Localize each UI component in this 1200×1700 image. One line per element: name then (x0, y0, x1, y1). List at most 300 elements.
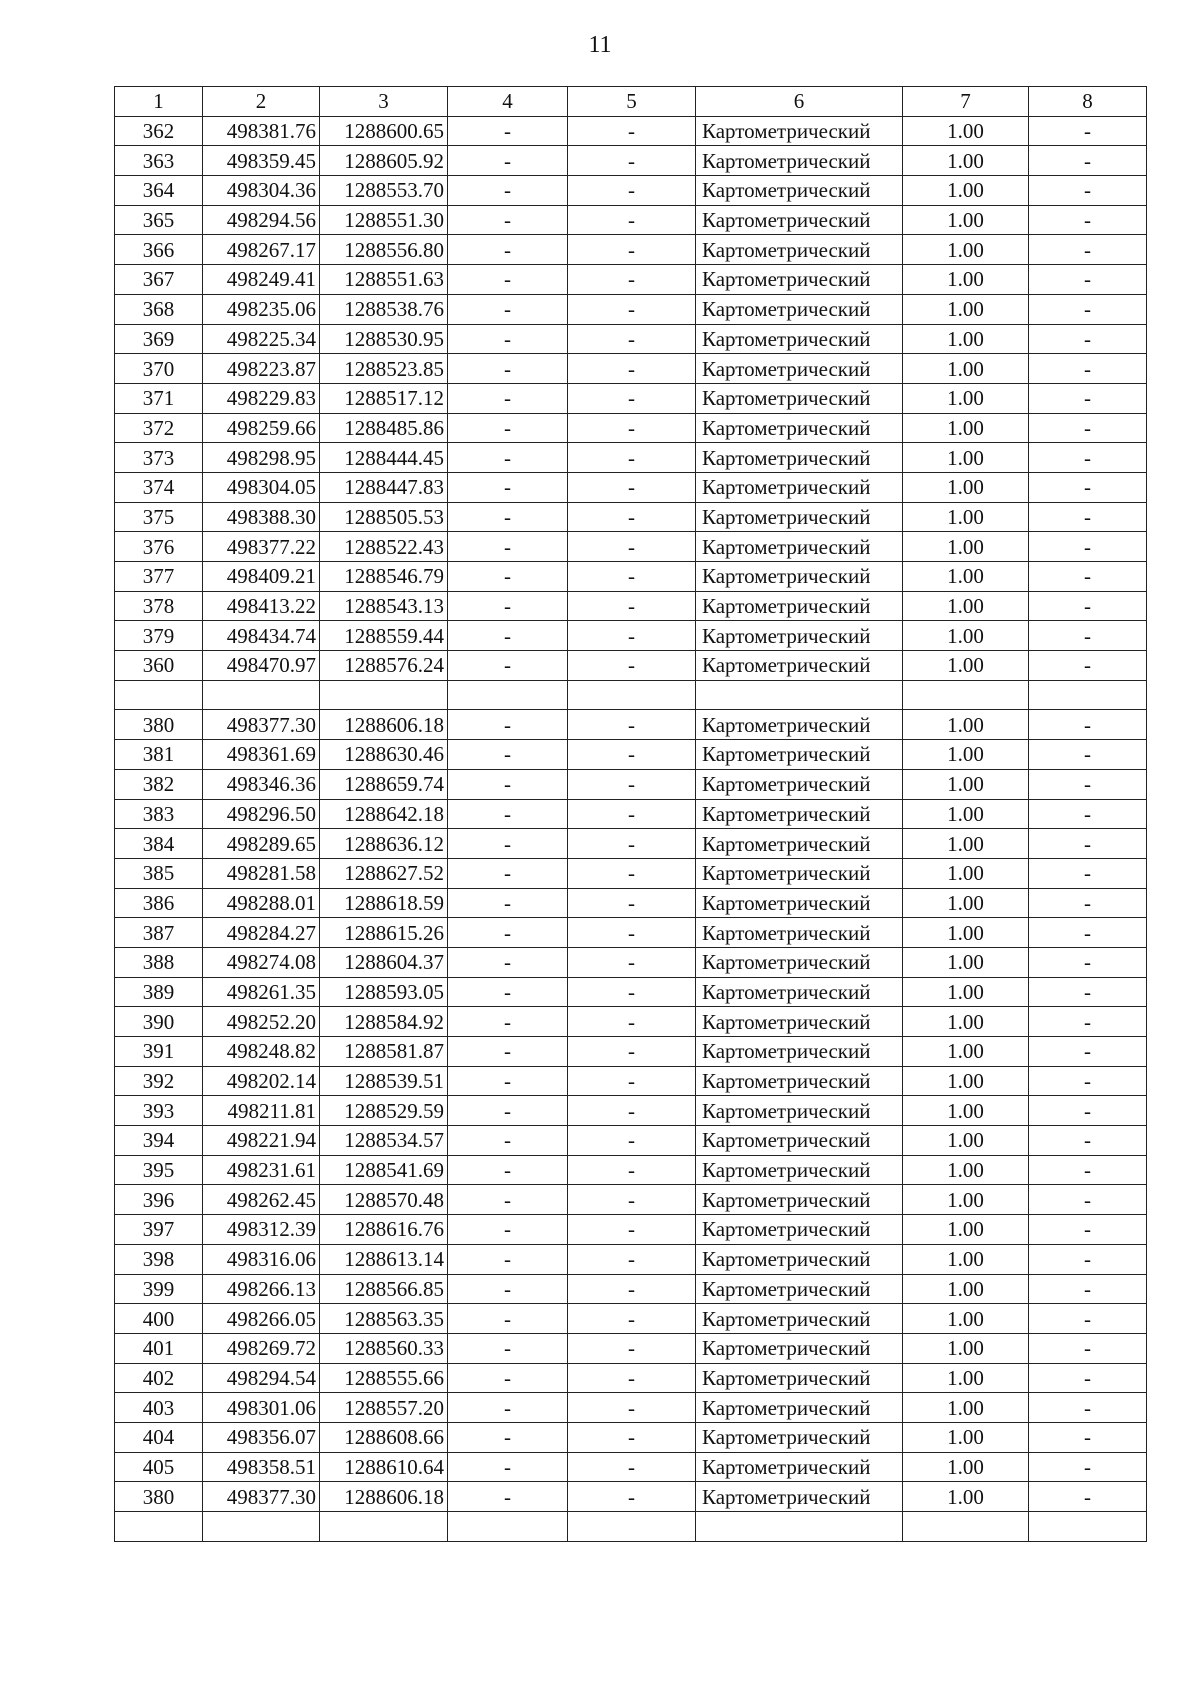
x-coordinate-cell: 498262.45 (203, 1185, 320, 1215)
column-8-cell: - (1029, 413, 1147, 443)
point-number-cell: 362 (115, 116, 203, 146)
y-coordinate-cell: 1288642.18 (320, 799, 448, 829)
point-number-cell: 395 (115, 1155, 203, 1185)
column-5-cell: - (568, 294, 696, 324)
y-coordinate-cell: 1288615.26 (320, 918, 448, 948)
point-number-cell: 369 (115, 324, 203, 354)
x-coordinate-cell: 498388.30 (203, 502, 320, 532)
x-coordinate-cell: 498346.36 (203, 769, 320, 799)
method-cell: Картометрический (696, 1274, 903, 1304)
header-cell: 6 (696, 87, 903, 117)
column-4-cell: - (448, 532, 568, 562)
point-number-cell: 392 (115, 1066, 203, 1096)
method-cell (696, 1512, 903, 1542)
accuracy-cell: 1.00 (903, 947, 1029, 977)
y-coordinate-cell: 1288555.66 (320, 1363, 448, 1393)
column-4-cell: - (448, 918, 568, 948)
x-coordinate-cell: 498288.01 (203, 888, 320, 918)
method-cell: Картометрический (696, 621, 903, 651)
table-row (115, 769, 1147, 799)
column-4-cell: - (448, 1393, 568, 1423)
table-row (115, 888, 1147, 918)
x-coordinate-cell: 498304.05 (203, 472, 320, 502)
column-8-cell: - (1029, 710, 1147, 740)
header-cell: 8 (1029, 87, 1147, 117)
table-row (115, 651, 1147, 681)
x-coordinate-cell: 498361.69 (203, 740, 320, 770)
column-5-cell: - (568, 235, 696, 265)
column-4-cell: - (448, 1452, 568, 1482)
column-4-cell: - (448, 205, 568, 235)
x-coordinate-cell: 498316.06 (203, 1244, 320, 1274)
column-8-cell: - (1029, 1126, 1147, 1156)
point-number-cell: 363 (115, 146, 203, 176)
method-cell: Картометрический (696, 591, 903, 621)
y-coordinate-cell: 1288604.37 (320, 947, 448, 977)
table-row (115, 1155, 1147, 1185)
column-4-cell: - (448, 829, 568, 859)
y-coordinate-cell: 1288539.51 (320, 1066, 448, 1096)
column-8-cell: - (1029, 265, 1147, 295)
point-number-cell: 382 (115, 769, 203, 799)
method-cell: Картометрический (696, 1304, 903, 1334)
method-cell: Картометрический (696, 472, 903, 502)
column-5-cell: - (568, 562, 696, 592)
accuracy-cell: 1.00 (903, 1333, 1029, 1363)
y-coordinate-cell: 1288563.35 (320, 1304, 448, 1334)
table-row (115, 116, 1147, 146)
column-4-cell: - (448, 354, 568, 384)
column-5-cell (568, 1512, 696, 1542)
column-8-cell (1029, 680, 1147, 710)
column-4-cell: - (448, 265, 568, 295)
y-coordinate-cell: 1288444.45 (320, 443, 448, 473)
accuracy-cell: 1.00 (903, 799, 1029, 829)
point-number-cell: 388 (115, 947, 203, 977)
point-number-cell: 389 (115, 977, 203, 1007)
column-4-cell: - (448, 562, 568, 592)
method-cell: Картометрический (696, 710, 903, 740)
y-coordinate-cell: 1288605.92 (320, 146, 448, 176)
y-coordinate-cell: 1288538.76 (320, 294, 448, 324)
column-5-cell: - (568, 354, 696, 384)
x-coordinate-cell: 498377.30 (203, 710, 320, 740)
column-5-cell: - (568, 1452, 696, 1482)
point-number-cell: 373 (115, 443, 203, 473)
table-row (115, 1452, 1147, 1482)
point-number-cell: 394 (115, 1126, 203, 1156)
x-coordinate-cell: 498225.34 (203, 324, 320, 354)
accuracy-cell: 1.00 (903, 651, 1029, 681)
column-4-cell: - (448, 947, 568, 977)
column-8-cell: - (1029, 651, 1147, 681)
method-cell: Картометрический (696, 1066, 903, 1096)
point-number-cell (115, 1512, 203, 1542)
table-row (115, 1066, 1147, 1096)
column-8-cell: - (1029, 740, 1147, 770)
x-coordinate-cell: 498434.74 (203, 621, 320, 651)
column-4-cell: - (448, 383, 568, 413)
column-8-cell: - (1029, 888, 1147, 918)
method-cell: Картометрический (696, 888, 903, 918)
table-row (115, 858, 1147, 888)
table-row (115, 383, 1147, 413)
y-coordinate-cell: 1288659.74 (320, 769, 448, 799)
column-4-cell: - (448, 621, 568, 651)
column-5-cell: - (568, 947, 696, 977)
column-5-cell: - (568, 1304, 696, 1334)
column-5-cell: - (568, 324, 696, 354)
y-coordinate-cell: 1288636.12 (320, 829, 448, 859)
column-8-cell: - (1029, 1066, 1147, 1096)
accuracy-cell: 1.00 (903, 1185, 1029, 1215)
column-4-cell: - (448, 502, 568, 532)
y-coordinate-cell: 1288551.30 (320, 205, 448, 235)
table-row (115, 532, 1147, 562)
point-number-cell: 380 (115, 710, 203, 740)
table-row (115, 472, 1147, 502)
column-8-cell: - (1029, 769, 1147, 799)
column-8-cell: - (1029, 1215, 1147, 1245)
column-8-cell: - (1029, 443, 1147, 473)
point-number-cell: 386 (115, 888, 203, 918)
point-number-cell: 381 (115, 740, 203, 770)
accuracy-cell: 1.00 (903, 383, 1029, 413)
column-4-cell: - (448, 1066, 568, 1096)
column-8-cell: - (1029, 1482, 1147, 1512)
x-coordinate-cell: 498274.08 (203, 947, 320, 977)
column-5-cell: - (568, 146, 696, 176)
column-8-cell: - (1029, 1244, 1147, 1274)
table-row (115, 176, 1147, 206)
method-cell: Картометрический (696, 769, 903, 799)
column-5-cell: - (568, 1155, 696, 1185)
y-coordinate-cell: 1288606.18 (320, 1482, 448, 1512)
x-coordinate-cell: 498359.45 (203, 146, 320, 176)
point-number-cell: 368 (115, 294, 203, 324)
method-cell: Картометрический (696, 265, 903, 295)
table-body (115, 87, 1147, 1542)
table-row (115, 1185, 1147, 1215)
y-coordinate-cell: 1288630.46 (320, 740, 448, 770)
column-4-cell: - (448, 1274, 568, 1304)
y-coordinate-cell (320, 680, 448, 710)
column-4-cell: - (448, 1244, 568, 1274)
method-cell: Картометрический (696, 443, 903, 473)
x-coordinate-cell: 498248.82 (203, 1037, 320, 1067)
column-4-cell: - (448, 1037, 568, 1067)
column-8-cell: - (1029, 591, 1147, 621)
column-8-cell: - (1029, 472, 1147, 502)
method-cell: Картометрический (696, 1363, 903, 1393)
column-5-cell: - (568, 1393, 696, 1423)
point-number-cell: 403 (115, 1393, 203, 1423)
column-5-cell: - (568, 502, 696, 532)
y-coordinate-cell: 1288593.05 (320, 977, 448, 1007)
point-number-cell: 372 (115, 413, 203, 443)
column-5-cell: - (568, 1274, 696, 1304)
column-4-cell: - (448, 977, 568, 1007)
accuracy-cell: 1.00 (903, 621, 1029, 651)
column-8-cell: - (1029, 1037, 1147, 1067)
column-4-cell: - (448, 413, 568, 443)
accuracy-cell: 1.00 (903, 888, 1029, 918)
point-number-cell: 400 (115, 1304, 203, 1334)
accuracy-cell: 1.00 (903, 1422, 1029, 1452)
column-5-cell (568, 680, 696, 710)
header-cell: 5 (568, 87, 696, 117)
column-8-cell: - (1029, 235, 1147, 265)
method-cell: Картометрический (696, 1155, 903, 1185)
table-row (115, 1422, 1147, 1452)
method-cell: Картометрический (696, 977, 903, 1007)
y-coordinate-cell: 1288606.18 (320, 710, 448, 740)
method-cell: Картометрический (696, 1244, 903, 1274)
column-4-cell: - (448, 1215, 568, 1245)
table-row (115, 680, 1147, 710)
point-number-cell: 384 (115, 829, 203, 859)
column-8-cell: - (1029, 947, 1147, 977)
column-4-cell: - (448, 1304, 568, 1334)
column-4-cell (448, 680, 568, 710)
x-coordinate-cell (203, 680, 320, 710)
column-4-cell: - (448, 1422, 568, 1452)
y-coordinate-cell: 1288608.66 (320, 1422, 448, 1452)
table-row (115, 205, 1147, 235)
y-coordinate-cell: 1288576.24 (320, 651, 448, 681)
accuracy-cell: 1.00 (903, 1393, 1029, 1423)
table-row (115, 829, 1147, 859)
column-8-cell (1029, 1512, 1147, 1542)
x-coordinate-cell: 498358.51 (203, 1452, 320, 1482)
y-coordinate-cell: 1288557.20 (320, 1393, 448, 1423)
accuracy-cell: 1.00 (903, 858, 1029, 888)
column-4-cell: - (448, 324, 568, 354)
y-coordinate-cell: 1288505.53 (320, 502, 448, 532)
column-5-cell: - (568, 413, 696, 443)
method-cell: Картометрический (696, 1037, 903, 1067)
column-8-cell: - (1029, 918, 1147, 948)
column-8-cell: - (1029, 562, 1147, 592)
column-8-cell: - (1029, 799, 1147, 829)
method-cell: Картометрический (696, 829, 903, 859)
y-coordinate-cell: 1288584.92 (320, 1007, 448, 1037)
column-5-cell: - (568, 116, 696, 146)
accuracy-cell: 1.00 (903, 205, 1029, 235)
y-coordinate-cell: 1288570.48 (320, 1185, 448, 1215)
point-number-cell: 370 (115, 354, 203, 384)
column-8-cell: - (1029, 1333, 1147, 1363)
x-coordinate-cell: 498261.35 (203, 977, 320, 1007)
column-5-cell: - (568, 1422, 696, 1452)
method-cell: Картометрический (696, 1185, 903, 1215)
column-4-cell: - (448, 1096, 568, 1126)
table-row (115, 562, 1147, 592)
x-coordinate-cell: 498266.13 (203, 1274, 320, 1304)
method-cell: Картометрический (696, 1482, 903, 1512)
method-cell: Картометрический (696, 1422, 903, 1452)
y-coordinate-cell: 1288523.85 (320, 354, 448, 384)
method-cell: Картометрический (696, 740, 903, 770)
y-coordinate-cell: 1288534.57 (320, 1126, 448, 1156)
method-cell: Картометрический (696, 235, 903, 265)
column-8-cell: - (1029, 1185, 1147, 1215)
accuracy-cell: 1.00 (903, 1096, 1029, 1126)
method-cell: Картометрический (696, 502, 903, 532)
point-number-cell: 371 (115, 383, 203, 413)
column-8-cell: - (1029, 1422, 1147, 1452)
accuracy-cell: 1.00 (903, 235, 1029, 265)
column-4-cell: - (448, 1155, 568, 1185)
point-number-cell: 401 (115, 1333, 203, 1363)
table-row (115, 1304, 1147, 1334)
table-row (115, 502, 1147, 532)
accuracy-cell: 1.00 (903, 591, 1029, 621)
method-cell: Картометрический (696, 1393, 903, 1423)
accuracy-cell: 1.00 (903, 1126, 1029, 1156)
column-4-cell: - (448, 651, 568, 681)
x-coordinate-cell: 498296.50 (203, 799, 320, 829)
accuracy-cell: 1.00 (903, 413, 1029, 443)
column-5-cell: - (568, 621, 696, 651)
accuracy-cell: 1.00 (903, 146, 1029, 176)
x-coordinate-cell: 498289.65 (203, 829, 320, 859)
table-row (115, 1482, 1147, 1512)
column-5-cell: - (568, 532, 696, 562)
x-coordinate-cell: 498470.97 (203, 651, 320, 681)
table-row (115, 1333, 1147, 1363)
column-8-cell: - (1029, 1096, 1147, 1126)
column-5-cell: - (568, 383, 696, 413)
column-8-cell: - (1029, 621, 1147, 651)
point-number-cell: 397 (115, 1215, 203, 1245)
header-cell: 7 (903, 87, 1029, 117)
table-row (115, 621, 1147, 651)
accuracy-cell: 1.00 (903, 472, 1029, 502)
column-4-cell: - (448, 472, 568, 502)
method-cell: Картометрический (696, 176, 903, 206)
table-row (115, 294, 1147, 324)
point-number-cell: 404 (115, 1422, 203, 1452)
y-coordinate-cell: 1288560.33 (320, 1333, 448, 1363)
table-row (115, 324, 1147, 354)
x-coordinate-cell: 498409.21 (203, 562, 320, 592)
column-8-cell: - (1029, 205, 1147, 235)
y-coordinate-cell: 1288627.52 (320, 858, 448, 888)
x-coordinate-cell: 498356.07 (203, 1422, 320, 1452)
y-coordinate-cell (320, 1512, 448, 1542)
y-coordinate-cell: 1288600.65 (320, 116, 448, 146)
column-5-cell: - (568, 799, 696, 829)
y-coordinate-cell: 1288559.44 (320, 621, 448, 651)
header-cell: 2 (203, 87, 320, 117)
table-row (115, 1037, 1147, 1067)
point-number-cell: 390 (115, 1007, 203, 1037)
point-number-cell: 385 (115, 858, 203, 888)
x-coordinate-cell: 498284.27 (203, 918, 320, 948)
column-5-cell: - (568, 651, 696, 681)
accuracy-cell: 1.00 (903, 1452, 1029, 1482)
column-5-cell: - (568, 1096, 696, 1126)
table-row (115, 1007, 1147, 1037)
method-cell: Картометрический (696, 1007, 903, 1037)
point-number-cell: 377 (115, 562, 203, 592)
table-row (115, 1363, 1147, 1393)
accuracy-cell: 1.00 (903, 710, 1029, 740)
x-coordinate-cell: 498301.06 (203, 1393, 320, 1423)
y-coordinate-cell: 1288613.14 (320, 1244, 448, 1274)
point-number-cell: 366 (115, 235, 203, 265)
x-coordinate-cell: 498211.81 (203, 1096, 320, 1126)
point-number-cell: 365 (115, 205, 203, 235)
table-row (115, 710, 1147, 740)
column-4-cell: - (448, 146, 568, 176)
x-coordinate-cell: 498381.76 (203, 116, 320, 146)
x-coordinate-cell: 498221.94 (203, 1126, 320, 1156)
column-5-cell: - (568, 472, 696, 502)
table-row (115, 947, 1147, 977)
column-4-cell: - (448, 176, 568, 206)
column-8-cell: - (1029, 1452, 1147, 1482)
y-coordinate-cell: 1288551.63 (320, 265, 448, 295)
point-number-cell: 387 (115, 918, 203, 948)
accuracy-cell: 1.00 (903, 1244, 1029, 1274)
accuracy-cell: 1.00 (903, 324, 1029, 354)
point-number-cell: 367 (115, 265, 203, 295)
column-5-cell: - (568, 918, 696, 948)
table-row (115, 918, 1147, 948)
table-row (115, 1096, 1147, 1126)
x-coordinate-cell: 498229.83 (203, 383, 320, 413)
y-coordinate-cell: 1288529.59 (320, 1096, 448, 1126)
method-cell: Картометрический (696, 858, 903, 888)
accuracy-cell: 1.00 (903, 443, 1029, 473)
x-coordinate-cell: 498266.05 (203, 1304, 320, 1334)
accuracy-cell: 1.00 (903, 1215, 1029, 1245)
table-row (115, 146, 1147, 176)
accuracy-cell: 1.00 (903, 532, 1029, 562)
method-cell: Картометрический (696, 947, 903, 977)
method-cell: Картометрический (696, 799, 903, 829)
accuracy-cell: 1.00 (903, 1037, 1029, 1067)
column-5-cell: - (568, 1333, 696, 1363)
accuracy-cell: 1.00 (903, 1066, 1029, 1096)
column-4-cell: - (448, 1363, 568, 1393)
x-coordinate-cell: 498312.39 (203, 1215, 320, 1245)
column-8-cell: - (1029, 1304, 1147, 1334)
point-number-cell: 379 (115, 621, 203, 651)
x-coordinate-cell: 498235.06 (203, 294, 320, 324)
table-row (115, 799, 1147, 829)
table-row (115, 235, 1147, 265)
point-number-cell: 378 (115, 591, 203, 621)
column-8-cell: - (1029, 1007, 1147, 1037)
x-coordinate-cell: 498269.72 (203, 1333, 320, 1363)
method-cell: Картометрический (696, 918, 903, 948)
accuracy-cell: 1.00 (903, 769, 1029, 799)
accuracy-cell: 1.00 (903, 176, 1029, 206)
accuracy-cell: 1.00 (903, 1007, 1029, 1037)
x-coordinate-cell: 498202.14 (203, 1066, 320, 1096)
column-4-cell: - (448, 591, 568, 621)
y-coordinate-cell: 1288530.95 (320, 324, 448, 354)
column-8-cell: - (1029, 858, 1147, 888)
point-number-cell: 360 (115, 651, 203, 681)
column-5-cell: - (568, 176, 696, 206)
column-8-cell: - (1029, 354, 1147, 384)
column-4-cell: - (448, 1185, 568, 1215)
point-number-cell: 399 (115, 1274, 203, 1304)
